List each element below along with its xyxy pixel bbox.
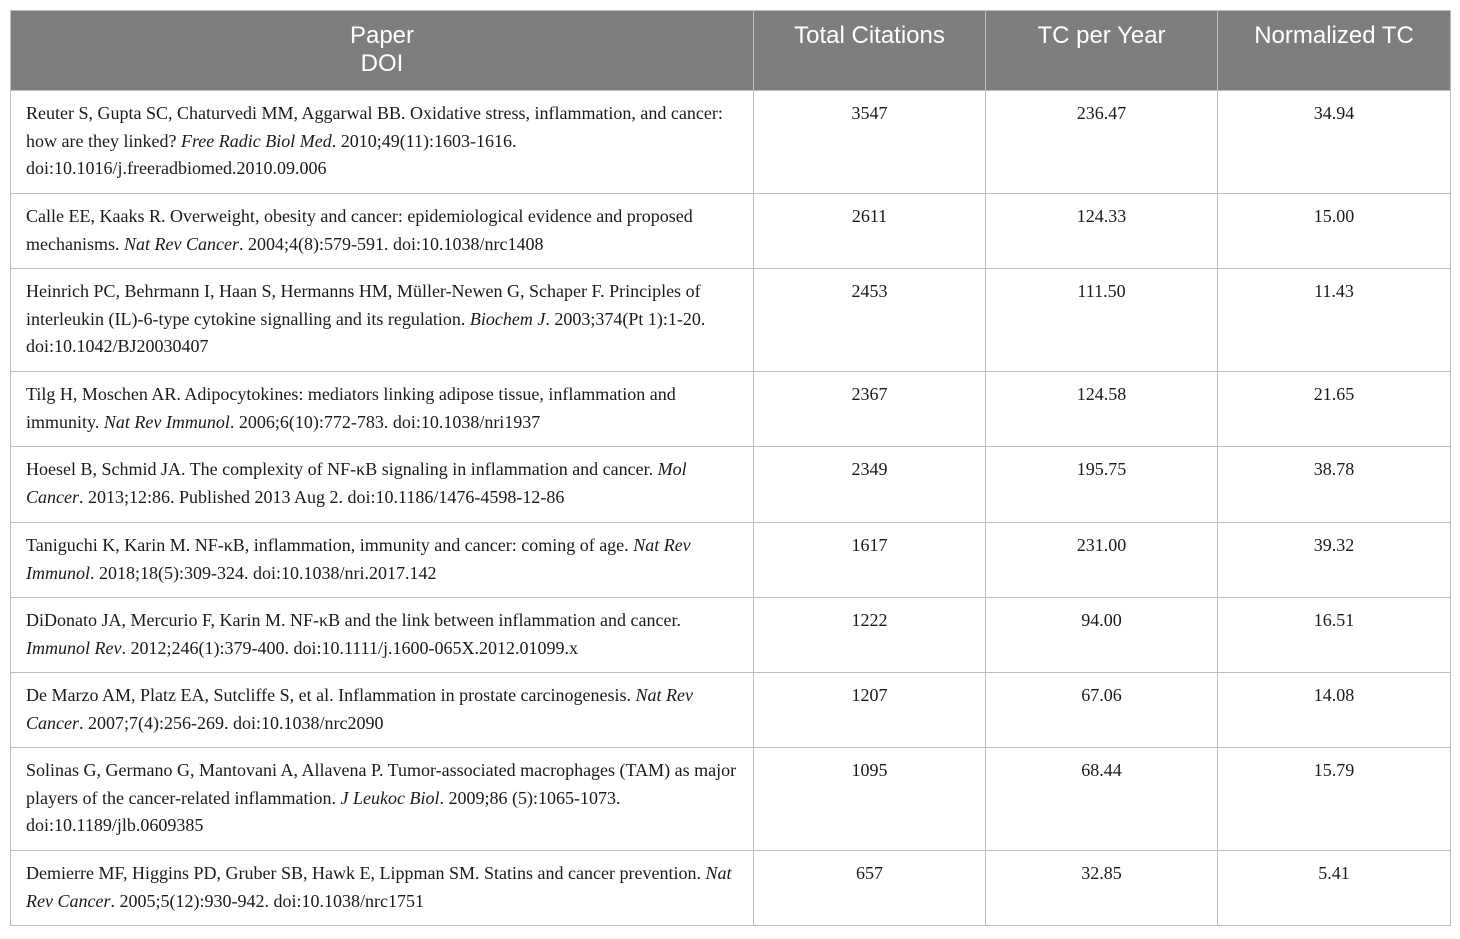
- table-row: [11, 194, 1451, 269]
- header-row: [11, 11, 1451, 91]
- paper-journal: Mol Cancer: [26, 459, 687, 507]
- total-citations-cell: 657: [754, 851, 986, 926]
- paper-journal: Immunol Rev: [26, 637, 122, 658]
- paper-cell: [11, 447, 754, 523]
- paper-authors: Reuter S, Gupta SC, Chaturvedi MM, Aggarwal BB. Oxidative stress, inflammation, and cancer: how are they linked?: [26, 103, 723, 151]
- normalized-tc-cell: 15.79: [1218, 748, 1451, 851]
- normalized-tc-cell: 5.41: [1218, 851, 1451, 926]
- tc-per-year-cell: 124.58: [986, 372, 1218, 447]
- total-citations-cell: 2453: [754, 269, 986, 372]
- normalized-tc-cell: 39.32: [1218, 523, 1451, 598]
- paper-details: . 2004;4(8):579-591. doi:10.1038/nrc1408: [238, 233, 544, 254]
- paper-journal: Nat Rev Cancer: [26, 863, 732, 911]
- paper-cell: [11, 372, 754, 447]
- paper-details: . 2005;5(12):930-942. doi:10.1038/nrc1751: [110, 890, 424, 911]
- paper-cell: [11, 194, 754, 269]
- total-citations-cell: 1207: [754, 673, 986, 748]
- paper-details: . 2013;12:86. Published 2013 Aug 2. doi:10.1186/1476-4598-12-86: [79, 486, 565, 507]
- header-paper-doi: [11, 11, 754, 91]
- header-total-citations: Total Citations: [754, 11, 986, 91]
- paper-journal: Nat Rev Immunol: [26, 535, 691, 583]
- total-citations-cell: 3547: [754, 91, 986, 194]
- table-row: [11, 372, 1451, 447]
- paper-authors: DiDonato JA, Mercurio F, Karin M. NF-κB and the link between inflammation and cancer.: [26, 610, 681, 630]
- paper-cell: [11, 523, 754, 598]
- paper-authors: Demierre MF, Higgins PD, Gruber SB, Hawk E, Lippman SM. Statins and cancer prevention.: [26, 863, 706, 883]
- table-row: [11, 851, 1451, 926]
- normalized-tc-cell: 16.51: [1218, 598, 1451, 673]
- paper-authors: Calle EE, Kaaks R. Overweight, obesity and cancer: epidemiological evidence and proposed mechanisms.: [26, 206, 693, 254]
- tc-per-year-cell: 111.50: [986, 269, 1218, 372]
- paper-details: . 2007;7(4):256-269. doi:10.1038/nrc2090: [79, 712, 384, 733]
- header-doi: DOI: [360, 50, 404, 77]
- paper-journal: Nat Rev Cancer: [26, 685, 693, 733]
- header-normalized-tc: Normalized TC: [1218, 11, 1451, 91]
- paper-details: . 2009;86 (5):1065-1073. doi:10.1189/jlb.0609385: [26, 787, 621, 835]
- citations-table: [10, 10, 1451, 926]
- header-tc-per-year: TC per Year: [986, 11, 1218, 91]
- normalized-tc-cell: 21.65: [1218, 372, 1451, 447]
- total-citations-cell: 2367: [754, 372, 986, 447]
- tc-per-year-cell: 68.44: [986, 748, 1218, 851]
- normalized-tc-cell: 11.43: [1218, 269, 1451, 372]
- paper-authors: Heinrich PC, Behrmann I, Haan S, Hermanns HM, Müller-Newen G, Schaper F. Principles of interleukin (IL)-6-type cytokine signalling and its regulation.: [26, 281, 701, 329]
- paper-details: . 2010;49(11):1603-1616. doi:10.1016/j.freeradbiomed.2010.09.006: [26, 130, 517, 178]
- tc-per-year-cell: 67.06: [986, 673, 1218, 748]
- paper-authors: Hoesel B, Schmid JA. The complexity of NF-κB signaling in inflammation and cancer.: [26, 459, 658, 479]
- paper-cell: [11, 91, 754, 194]
- total-citations-cell: 2349: [754, 447, 986, 523]
- paper-details: . 2003;374(Pt 1):1-20. doi:10.1042/BJ20030407: [26, 308, 706, 356]
- table-row: [11, 598, 1451, 673]
- tc-per-year-cell: 124.33: [986, 194, 1218, 269]
- total-citations-cell: 1222: [754, 598, 986, 673]
- paper-journal: Nat Rev Cancer: [123, 233, 239, 254]
- table-row: [11, 523, 1451, 598]
- tc-per-year-cell: 32.85: [986, 851, 1218, 926]
- paper-cell: [11, 673, 754, 748]
- normalized-tc-cell: 14.08: [1218, 673, 1451, 748]
- paper-journal: Biochem J: [469, 308, 546, 329]
- normalized-tc-cell: 15.00: [1218, 194, 1451, 269]
- paper-cell: [11, 269, 754, 372]
- tc-per-year-cell: 195.75: [986, 447, 1218, 523]
- paper-cell: [11, 851, 754, 926]
- paper-journal: J Leukoc Biol: [340, 787, 440, 808]
- total-citations-cell: 1095: [754, 748, 986, 851]
- tc-per-year-cell: 236.47: [986, 91, 1218, 194]
- total-citations-cell: 1617: [754, 523, 986, 598]
- table-row: [11, 91, 1451, 194]
- paper-journal: Free Radic Biol Med: [180, 130, 332, 151]
- paper-details: . 2006;6(10):772-783. doi:10.1038/nri1937: [229, 411, 541, 432]
- normalized-tc-cell: 34.94: [1218, 91, 1451, 194]
- paper-authors: Taniguchi K, Karin M. NF-κB, inflammation, immunity and cancer: coming of age.: [26, 535, 634, 555]
- paper-details: . 2018;18(5):309-324. doi:10.1038/nri.2017.142: [90, 562, 437, 583]
- table-row: [11, 447, 1451, 523]
- paper-cell: [11, 748, 754, 851]
- tc-per-year-cell: 231.00: [986, 523, 1218, 598]
- table-row: [11, 673, 1451, 748]
- paper-authors: Tilg H, Moschen AR. Adipocytokines: mediators linking adipose tissue, inflammation and immunity.: [26, 384, 676, 432]
- paper-authors: Solinas G, Germano G, Mantovani A, Allavena P. Tumor-associated macrophages (TAM) as major players of the cancer-related inflammation.: [26, 760, 737, 808]
- total-citations-cell: 2611: [754, 194, 986, 269]
- normalized-tc-cell: 38.78: [1218, 447, 1451, 523]
- paper-details: . 2012;246(1):379-400. doi:10.1111/j.1600-065X.2012.01099.x: [121, 637, 578, 658]
- tc-per-year-cell: 94.00: [986, 598, 1218, 673]
- paper-cell: [11, 598, 754, 673]
- paper-authors: De Marzo AM, Platz EA, Sutcliffe S, et al. Inflammation in prostate carcinogenesis.: [26, 685, 636, 705]
- table-row: [11, 269, 1451, 372]
- header-paper: Paper: [349, 22, 415, 49]
- paper-journal: Nat Rev Immunol: [103, 411, 230, 432]
- table-row: [11, 748, 1451, 851]
